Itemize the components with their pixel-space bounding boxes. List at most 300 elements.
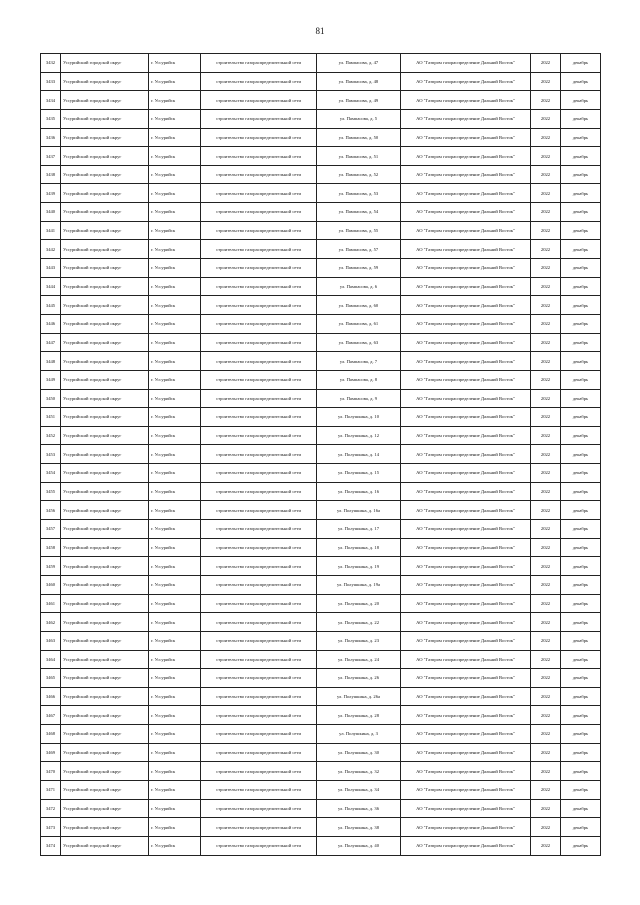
work-type-cell: строительство газораспределительной сети xyxy=(201,54,317,73)
table-row xyxy=(41,464,601,483)
address-cell: ул. Пампасова, д. 55 xyxy=(317,221,401,240)
city-cell: г. Уссурийск xyxy=(149,445,201,464)
year-cell: 2022 xyxy=(531,762,561,781)
work-type-cell: строительство газораспределительной сети xyxy=(201,221,317,240)
year-cell: 2022 xyxy=(531,277,561,296)
row-number: 3471 xyxy=(41,780,61,799)
district-cell: Уссурийский городской округ xyxy=(61,109,149,128)
table-row xyxy=(41,352,601,371)
organization-cell: АО "Газпром газораспределение Дальний Восток" xyxy=(401,128,531,147)
month-cell: декабрь xyxy=(561,762,601,781)
district-cell: Уссурийский городской округ xyxy=(61,687,149,706)
table-row xyxy=(41,72,601,91)
organization-cell: АО "Газпром газораспределение Дальний Восток" xyxy=(401,575,531,594)
address-cell: ул. Пампасова, д. 63 xyxy=(317,333,401,352)
row-number: 3458 xyxy=(41,538,61,557)
row-number: 3460 xyxy=(41,575,61,594)
month-cell: декабрь xyxy=(561,352,601,371)
table-row xyxy=(41,240,601,259)
organization-cell: АО "Газпром газораспределение Дальний Восток" xyxy=(401,501,531,520)
work-type-cell: строительство газораспределительной сети xyxy=(201,184,317,203)
row-number: 3448 xyxy=(41,352,61,371)
address-cell: ул. Пампасова, д. 61 xyxy=(317,314,401,333)
table-row xyxy=(41,706,601,725)
organization-cell: АО "Газпром газораспределение Дальний Восток" xyxy=(401,706,531,725)
city-cell: г. Уссурийск xyxy=(149,72,201,91)
year-cell: 2022 xyxy=(531,445,561,464)
row-number: 3474 xyxy=(41,836,61,855)
month-cell: декабрь xyxy=(561,743,601,762)
district-cell: Уссурийский городской округ xyxy=(61,165,149,184)
city-cell: г. Уссурийск xyxy=(149,557,201,576)
district-cell: Уссурийский городской округ xyxy=(61,314,149,333)
work-type-cell: строительство газораспределительной сети xyxy=(201,687,317,706)
address-cell: ул. Полушкина, д. 22 xyxy=(317,613,401,632)
month-cell: декабрь xyxy=(561,725,601,744)
work-type-cell: строительство газораспределительной сети xyxy=(201,520,317,539)
address-cell: ул. Пампасова, д. 47 xyxy=(317,54,401,73)
month-cell: декабрь xyxy=(561,520,601,539)
address-cell: ул. Пампасова, д. 57 xyxy=(317,240,401,259)
organization-cell: АО "Газпром газораспределение Дальний Восток" xyxy=(401,184,531,203)
year-cell: 2022 xyxy=(531,184,561,203)
organization-cell: АО "Газпром газораспределение Дальний Восток" xyxy=(401,464,531,483)
table-row xyxy=(41,836,601,855)
row-number: 3469 xyxy=(41,743,61,762)
city-cell: г. Уссурийск xyxy=(149,128,201,147)
month-cell: декабрь xyxy=(561,836,601,855)
table-row xyxy=(41,184,601,203)
month-cell: декабрь xyxy=(561,501,601,520)
row-number: 3468 xyxy=(41,725,61,744)
month-cell: декабрь xyxy=(561,669,601,688)
city-cell: г. Уссурийск xyxy=(149,184,201,203)
district-cell: Уссурийский городской округ xyxy=(61,594,149,613)
table-row xyxy=(41,780,601,799)
address-cell: ул. Полушкина, д. 3 xyxy=(317,725,401,744)
year-cell: 2022 xyxy=(531,799,561,818)
work-type-cell: строительство газораспределительной сети xyxy=(201,613,317,632)
address-cell: ул. Полушкина, д. 26а xyxy=(317,687,401,706)
address-cell: ул. Пампасова, д. 49 xyxy=(317,91,401,110)
city-cell: г. Уссурийск xyxy=(149,109,201,128)
city-cell: г. Уссурийск xyxy=(149,538,201,557)
organization-cell: АО "Газпром газораспределение Дальний Восток" xyxy=(401,277,531,296)
city-cell: г. Уссурийск xyxy=(149,818,201,837)
row-number: 3465 xyxy=(41,669,61,688)
city-cell: г. Уссурийск xyxy=(149,687,201,706)
district-cell: Уссурийский городской округ xyxy=(61,799,149,818)
city-cell: г. Уссурийск xyxy=(149,426,201,445)
row-number: 3442 xyxy=(41,240,61,259)
table-row xyxy=(41,575,601,594)
organization-cell: АО "Газпром газораспределение Дальний Восток" xyxy=(401,426,531,445)
month-cell: декабрь xyxy=(561,128,601,147)
row-number: 3467 xyxy=(41,706,61,725)
year-cell: 2022 xyxy=(531,594,561,613)
month-cell: декабрь xyxy=(561,482,601,501)
row-number: 3450 xyxy=(41,389,61,408)
year-cell: 2022 xyxy=(531,557,561,576)
organization-cell: АО "Газпром газораспределение Дальний Восток" xyxy=(401,203,531,222)
year-cell: 2022 xyxy=(531,408,561,427)
month-cell: декабрь xyxy=(561,203,601,222)
work-type-cell: строительство газораспределительной сети xyxy=(201,165,317,184)
table-row xyxy=(41,687,601,706)
table-row xyxy=(41,501,601,520)
city-cell: г. Уссурийск xyxy=(149,520,201,539)
address-cell: ул. Пампасова, д. 5 xyxy=(317,109,401,128)
organization-cell: АО "Газпром газораспределение Дальний Восток" xyxy=(401,687,531,706)
row-number: 3449 xyxy=(41,370,61,389)
table-row xyxy=(41,557,601,576)
address-cell: ул. Пампасова, д. 54 xyxy=(317,203,401,222)
month-cell: декабрь xyxy=(561,165,601,184)
year-cell: 2022 xyxy=(531,613,561,632)
organization-cell: АО "Газпром газораспределение Дальний Восток" xyxy=(401,520,531,539)
city-cell: г. Уссурийск xyxy=(149,259,201,278)
district-cell: Уссурийский городской округ xyxy=(61,613,149,632)
city-cell: г. Уссурийск xyxy=(149,91,201,110)
address-cell: ул. Пампасова, д. 53 xyxy=(317,184,401,203)
table-row xyxy=(41,818,601,837)
city-cell: г. Уссурийск xyxy=(149,240,201,259)
address-cell: ул. Полушкина, д. 26 xyxy=(317,669,401,688)
year-cell: 2022 xyxy=(531,687,561,706)
district-cell: Уссурийский городской округ xyxy=(61,631,149,650)
row-number: 3472 xyxy=(41,799,61,818)
month-cell: декабрь xyxy=(561,594,601,613)
organization-cell: АО "Газпром газораспределение Дальний Восток" xyxy=(401,147,531,166)
organization-cell: АО "Газпром газораспределение Дальний Восток" xyxy=(401,72,531,91)
work-type-cell: строительство газораспределительной сети xyxy=(201,780,317,799)
table-row xyxy=(41,426,601,445)
city-cell: г. Уссурийск xyxy=(149,669,201,688)
work-type-cell: строительство газораспределительной сети xyxy=(201,408,317,427)
district-cell: Уссурийский городской округ xyxy=(61,482,149,501)
address-cell: ул. Пампасова, д. 9 xyxy=(317,389,401,408)
district-cell: Уссурийский городской округ xyxy=(61,203,149,222)
year-cell: 2022 xyxy=(531,370,561,389)
year-cell: 2022 xyxy=(531,259,561,278)
district-cell: Уссурийский городской округ xyxy=(61,836,149,855)
table-row xyxy=(41,725,601,744)
year-cell: 2022 xyxy=(531,296,561,315)
row-number: 3441 xyxy=(41,221,61,240)
city-cell: г. Уссурийск xyxy=(149,650,201,669)
row-number: 3463 xyxy=(41,631,61,650)
work-type-cell: строительство газораспределительной сети xyxy=(201,314,317,333)
row-number: 3470 xyxy=(41,762,61,781)
work-type-cell: строительство газораспределительной сети xyxy=(201,669,317,688)
address-cell: ул. Полушкина, д. 20 xyxy=(317,594,401,613)
address-cell: ул. Полушкина, д. 40 xyxy=(317,836,401,855)
month-cell: декабрь xyxy=(561,650,601,669)
address-cell: ул. Полушкина, д. 16 xyxy=(317,482,401,501)
month-cell: декабрь xyxy=(561,799,601,818)
row-number: 3440 xyxy=(41,203,61,222)
year-cell: 2022 xyxy=(531,128,561,147)
district-cell: Уссурийский городской округ xyxy=(61,743,149,762)
address-cell: ул. Полушкина, д. 32 xyxy=(317,762,401,781)
city-cell: г. Уссурийск xyxy=(149,389,201,408)
registry-body xyxy=(41,54,601,856)
month-cell: декабрь xyxy=(561,259,601,278)
district-cell: Уссурийский городской округ xyxy=(61,538,149,557)
work-type-cell: строительство газораспределительной сети xyxy=(201,147,317,166)
organization-cell: АО "Газпром газораспределение Дальний Восток" xyxy=(401,296,531,315)
work-type-cell: строительство газораспределительной сети xyxy=(201,296,317,315)
month-cell: декабрь xyxy=(561,538,601,557)
address-cell: ул. Пампасова, д. 59 xyxy=(317,259,401,278)
year-cell: 2022 xyxy=(531,836,561,855)
table-row xyxy=(41,203,601,222)
work-type-cell: строительство газораспределительной сети xyxy=(201,91,317,110)
table-row xyxy=(41,109,601,128)
city-cell: г. Уссурийск xyxy=(149,780,201,799)
table-row xyxy=(41,165,601,184)
work-type-cell: строительство газораспределительной сети xyxy=(201,594,317,613)
table-row xyxy=(41,370,601,389)
work-type-cell: строительство газораспределительной сети xyxy=(201,575,317,594)
address-cell: ул. Полушкина, д. 38 xyxy=(317,818,401,837)
month-cell: декабрь xyxy=(561,54,601,73)
work-type-cell: строительство газораспределительной сети xyxy=(201,277,317,296)
organization-cell: АО "Газпром газораспределение Дальний Восток" xyxy=(401,669,531,688)
row-number: 3461 xyxy=(41,594,61,613)
district-cell: Уссурийский городской округ xyxy=(61,725,149,744)
year-cell: 2022 xyxy=(531,221,561,240)
work-type-cell: строительство газораспределительной сети xyxy=(201,836,317,855)
year-cell: 2022 xyxy=(531,314,561,333)
work-type-cell: строительство газораспределительной сети xyxy=(201,557,317,576)
district-cell: Уссурийский городской округ xyxy=(61,370,149,389)
district-cell: Уссурийский городской округ xyxy=(61,352,149,371)
month-cell: декабрь xyxy=(561,277,601,296)
month-cell: декабрь xyxy=(561,631,601,650)
district-cell: Уссурийский городской округ xyxy=(61,520,149,539)
address-cell: ул. Пампасова, д. 50 xyxy=(317,128,401,147)
organization-cell: АО "Газпром газораспределение Дальний Восток" xyxy=(401,743,531,762)
organization-cell: АО "Газпром газораспределение Дальний Восток" xyxy=(401,240,531,259)
address-cell: ул. Пампасова, д. 60 xyxy=(317,296,401,315)
district-cell: Уссурийский городской округ xyxy=(61,72,149,91)
month-cell: декабрь xyxy=(561,333,601,352)
table-row xyxy=(41,762,601,781)
table-row xyxy=(41,259,601,278)
year-cell: 2022 xyxy=(531,818,561,837)
organization-cell: АО "Газпром газораспределение Дальний Восток" xyxy=(401,818,531,837)
year-cell: 2022 xyxy=(531,165,561,184)
row-number: 3436 xyxy=(41,128,61,147)
year-cell: 2022 xyxy=(531,725,561,744)
work-type-cell: строительство газораспределительной сети xyxy=(201,352,317,371)
organization-cell: АО "Газпром газораспределение Дальний Восток" xyxy=(401,314,531,333)
city-cell: г. Уссурийск xyxy=(149,631,201,650)
row-number: 3453 xyxy=(41,445,61,464)
month-cell: декабрь xyxy=(561,575,601,594)
year-cell: 2022 xyxy=(531,575,561,594)
row-number: 3444 xyxy=(41,277,61,296)
page-number: 81 xyxy=(315,26,325,36)
table-row xyxy=(41,147,601,166)
table-row xyxy=(41,91,601,110)
district-cell: Уссурийский городской округ xyxy=(61,780,149,799)
row-number: 3433 xyxy=(41,72,61,91)
row-number: 3435 xyxy=(41,109,61,128)
table-row xyxy=(41,314,601,333)
district-cell: Уссурийский городской округ xyxy=(61,333,149,352)
row-number: 3457 xyxy=(41,520,61,539)
registry-table xyxy=(40,53,601,856)
city-cell: г. Уссурийск xyxy=(149,501,201,520)
organization-cell: АО "Газпром газораспределение Дальний Восток" xyxy=(401,650,531,669)
month-cell: декабрь xyxy=(561,370,601,389)
month-cell: декабрь xyxy=(561,445,601,464)
year-cell: 2022 xyxy=(531,780,561,799)
city-cell: г. Уссурийск xyxy=(149,147,201,166)
year-cell: 2022 xyxy=(531,72,561,91)
table-row xyxy=(41,594,601,613)
month-cell: декабрь xyxy=(561,240,601,259)
work-type-cell: строительство газораспределительной сети xyxy=(201,501,317,520)
month-cell: декабрь xyxy=(561,221,601,240)
city-cell: г. Уссурийск xyxy=(149,352,201,371)
year-cell: 2022 xyxy=(531,520,561,539)
month-cell: декабрь xyxy=(561,557,601,576)
year-cell: 2022 xyxy=(531,147,561,166)
organization-cell: АО "Газпром газораспределение Дальний Восток" xyxy=(401,370,531,389)
district-cell: Уссурийский городской округ xyxy=(61,147,149,166)
district-cell: Уссурийский городской округ xyxy=(61,464,149,483)
row-number: 3439 xyxy=(41,184,61,203)
table-row xyxy=(41,389,601,408)
work-type-cell: строительство газораспределительной сети xyxy=(201,426,317,445)
year-cell: 2022 xyxy=(531,333,561,352)
work-type-cell: строительство газораспределительной сети xyxy=(201,725,317,744)
district-cell: Уссурийский городской округ xyxy=(61,389,149,408)
address-cell: ул. Полушкина, д. 23 xyxy=(317,631,401,650)
year-cell: 2022 xyxy=(531,743,561,762)
organization-cell: АО "Газпром газораспределение Дальний Восток" xyxy=(401,799,531,818)
work-type-cell: строительство газораспределительной сети xyxy=(201,650,317,669)
row-number: 3462 xyxy=(41,613,61,632)
address-cell: ул. Пампасова, д. 7 xyxy=(317,352,401,371)
work-type-cell: строительство газораспределительной сети xyxy=(201,203,317,222)
city-cell: г. Уссурийск xyxy=(149,277,201,296)
table-row xyxy=(41,277,601,296)
table-row xyxy=(41,296,601,315)
district-cell: Уссурийский городской округ xyxy=(61,426,149,445)
district-cell: Уссурийский городской округ xyxy=(61,128,149,147)
month-cell: декабрь xyxy=(561,296,601,315)
month-cell: декабрь xyxy=(561,408,601,427)
month-cell: декабрь xyxy=(561,314,601,333)
city-cell: г. Уссурийск xyxy=(149,743,201,762)
organization-cell: АО "Газпром газораспределение Дальний Восток" xyxy=(401,408,531,427)
year-cell: 2022 xyxy=(531,203,561,222)
row-number: 3446 xyxy=(41,314,61,333)
year-cell: 2022 xyxy=(531,706,561,725)
address-cell: ул. Полушкина, д. 14 xyxy=(317,445,401,464)
work-type-cell: строительство газораспределительной сети xyxy=(201,333,317,352)
organization-cell: АО "Газпром газораспределение Дальний Восток" xyxy=(401,221,531,240)
work-type-cell: строительство газораспределительной сети xyxy=(201,538,317,557)
work-type-cell: строительство газораспределительной сети xyxy=(201,445,317,464)
city-cell: г. Уссурийск xyxy=(149,408,201,427)
district-cell: Уссурийский городской округ xyxy=(61,501,149,520)
table-row xyxy=(41,54,601,73)
year-cell: 2022 xyxy=(531,538,561,557)
month-cell: декабрь xyxy=(561,426,601,445)
organization-cell: АО "Газпром газораспределение Дальний Восток" xyxy=(401,557,531,576)
address-cell: ул. Полушкина, д. 34 xyxy=(317,780,401,799)
row-number: 3473 xyxy=(41,818,61,837)
year-cell: 2022 xyxy=(531,631,561,650)
city-cell: г. Уссурийск xyxy=(149,799,201,818)
address-cell: ул. Полушкина, д. 15 xyxy=(317,464,401,483)
district-cell: Уссурийский городской округ xyxy=(61,706,149,725)
year-cell: 2022 xyxy=(531,91,561,110)
year-cell: 2022 xyxy=(531,426,561,445)
table-row xyxy=(41,538,601,557)
work-type-cell: строительство газораспределительной сети xyxy=(201,818,317,837)
work-type-cell: строительство газораспределительной сети xyxy=(201,706,317,725)
work-type-cell: строительство газораспределительной сети xyxy=(201,482,317,501)
row-number: 3455 xyxy=(41,482,61,501)
table-row xyxy=(41,799,601,818)
organization-cell: АО "Газпром газораспределение Дальний Восток" xyxy=(401,631,531,650)
work-type-cell: строительство газораспределительной сети xyxy=(201,72,317,91)
district-cell: Уссурийский городской округ xyxy=(61,296,149,315)
table-row xyxy=(41,669,601,688)
row-number: 3445 xyxy=(41,296,61,315)
address-cell: ул. Полушкина, д. 28 xyxy=(317,706,401,725)
month-cell: декабрь xyxy=(561,818,601,837)
city-cell: г. Уссурийск xyxy=(149,613,201,632)
organization-cell: АО "Газпром газораспределение Дальний Восток" xyxy=(401,613,531,632)
work-type-cell: строительство газораспределительной сети xyxy=(201,464,317,483)
month-cell: декабрь xyxy=(561,91,601,110)
district-cell: Уссурийский городской округ xyxy=(61,408,149,427)
month-cell: декабрь xyxy=(561,184,601,203)
month-cell: декабрь xyxy=(561,780,601,799)
row-number: 3438 xyxy=(41,165,61,184)
city-cell: г. Уссурийск xyxy=(149,836,201,855)
city-cell: г. Уссурийск xyxy=(149,333,201,352)
organization-cell: АО "Газпром газораспределение Дальний Восток" xyxy=(401,725,531,744)
work-type-cell: строительство газораспределительной сети xyxy=(201,109,317,128)
organization-cell: АО "Газпром газораспределение Дальний Восток" xyxy=(401,109,531,128)
work-type-cell: строительство газораспределительной сети xyxy=(201,259,317,278)
organization-cell: АО "Газпром газораспределение Дальний Восток" xyxy=(401,445,531,464)
work-type-cell: строительство газораспределительной сети xyxy=(201,631,317,650)
city-cell: г. Уссурийск xyxy=(149,54,201,73)
address-cell: ул. Полушкина, д. 10 xyxy=(317,408,401,427)
district-cell: Уссурийский городской округ xyxy=(61,669,149,688)
district-cell: Уссурийский городской округ xyxy=(61,575,149,594)
work-type-cell: строительство газораспределительной сети xyxy=(201,762,317,781)
organization-cell: АО "Газпром газораспределение Дальний Восток" xyxy=(401,91,531,110)
district-cell: Уссурийский городской округ xyxy=(61,818,149,837)
address-cell: ул. Полушкина, д. 36 xyxy=(317,799,401,818)
table-row xyxy=(41,333,601,352)
address-cell: ул. Пампасова, д. 52 xyxy=(317,165,401,184)
month-cell: декабрь xyxy=(561,613,601,632)
city-cell: г. Уссурийск xyxy=(149,594,201,613)
table-row xyxy=(41,520,601,539)
year-cell: 2022 xyxy=(531,482,561,501)
